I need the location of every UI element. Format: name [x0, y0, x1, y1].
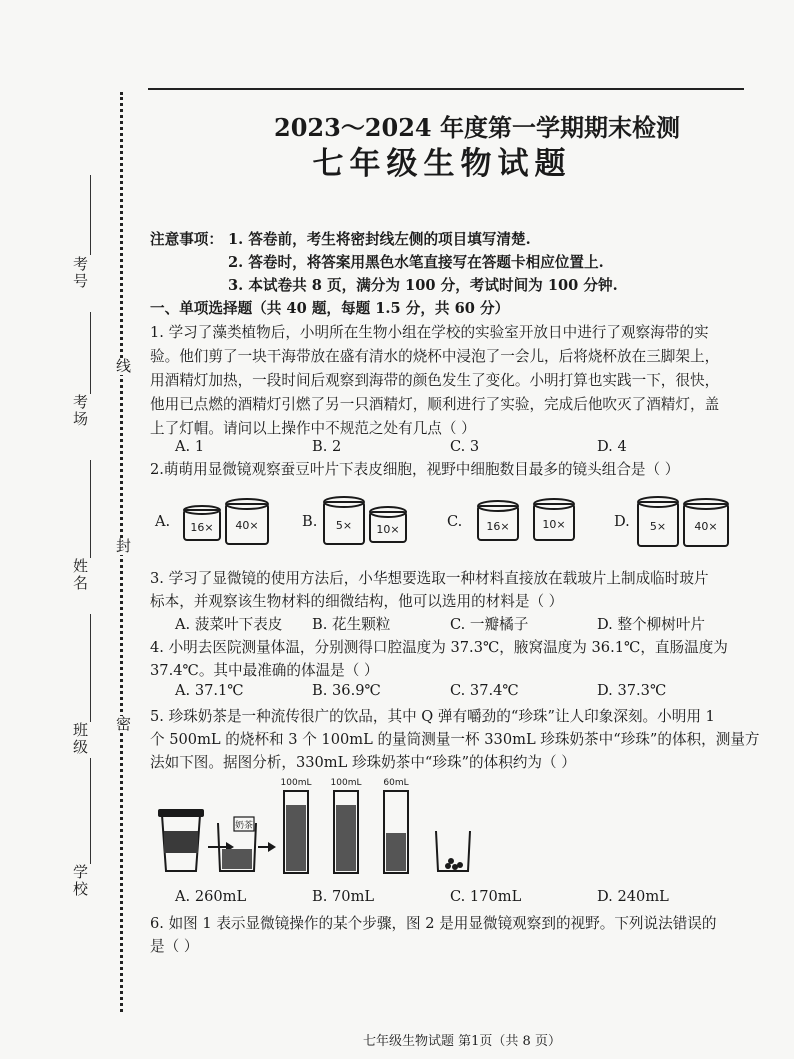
cylinder-label: 100mL [280, 778, 312, 788]
q5-option-b[interactable]: B. 70mL [312, 888, 375, 905]
q5-option-d[interactable]: D. 240mL [597, 888, 669, 905]
arrow-icon [258, 842, 276, 852]
lens-label: 10× [542, 518, 566, 531]
q3-option-b[interactable]: B. 花生颗粒 [312, 616, 391, 633]
field-label-class: 班级 [71, 722, 89, 756]
page-footer: 七年级生物试题 第1页（共 8 页） [363, 1034, 561, 1049]
q2-option-a[interactable]: A. [155, 513, 171, 530]
q2-option-c[interactable]: C. [447, 513, 463, 530]
q4-option-a[interactable]: A. 37.1℃ [175, 682, 244, 699]
q5-line: 5. 珍珠奶茶是一种流传很广的饮品，其中 Q 弹有嚼劲的“珍珠”让人印象深刻。小明用 1 [150, 708, 715, 725]
field-blank-exam-room[interactable] [90, 312, 91, 394]
q4-line: 37.4℃。其中最准确的体温是（ ） [150, 662, 379, 679]
q3-line: 3. 学习了显微镜的使用方法后，小华想要选取一种材料直接放在载玻片上制成临时玻片 [150, 570, 709, 587]
q1-line: 1. 学习了藻类植物后，小明所在生物小组在学校的实验室开放日中进行了观察海带的实 [150, 324, 709, 341]
q1-option-a[interactable]: A. 1 [175, 438, 205, 455]
q1-option-d[interactable]: D. 4 [597, 438, 627, 455]
measurement-figure [150, 775, 490, 880]
lens-label: 16× [486, 520, 510, 533]
q3-option-d[interactable]: D. 整个柳树叶片 [597, 616, 706, 633]
field-label-exam-number: 考号 [71, 256, 89, 290]
q5-option-c[interactable]: C. 170mL [450, 888, 522, 905]
seal-mark-secret: 密 [114, 716, 132, 733]
section-heading: 一、单项选择题（共 40 题，每题 1.5 分，共 60 分） [150, 300, 510, 317]
lens-figure [150, 490, 750, 560]
measuring-cylinder-icon [383, 778, 408, 873]
lens-label: 10× [376, 523, 400, 536]
q1-option-b[interactable]: B. 2 [312, 438, 342, 455]
q1-line: 用酒精灯加热，一段时间后观察到海带的颜色发生了变化。小明打算也实践一下，很快， [150, 372, 720, 389]
q1-option-c[interactable]: C. 3 [450, 438, 480, 455]
field-label-exam-room: 考场 [71, 394, 89, 428]
field-label-school: 学校 [71, 864, 89, 898]
q2-option-b[interactable]: B. [302, 513, 318, 530]
beaker-label: 奶茶 [234, 821, 254, 831]
cylinder-label: 60mL [383, 778, 409, 788]
seal-mark-seal: 封 [114, 538, 132, 555]
q5-line: 法如下图。据图分析，330mL 珍珠奶茶中“珍珠”的体积约为（ ） [150, 754, 576, 771]
q4-line: 4. 小明去医院测量体温，分别测得口腔温度为 37.3℃，腋窝温度为 36.1℃，直肠温度为 [150, 639, 728, 656]
lens-label: 40× [235, 519, 259, 532]
exam-subtitle: 七年级生物试题 [312, 146, 572, 182]
measuring-cylinder-icon [281, 778, 312, 873]
lens-label: 40× [694, 520, 718, 533]
q2-stem: 2.萌萌用显微镜观察蚕豆叶片下表皮细胞，视野中细胞数目最多的镜头组合是（ ） [150, 461, 680, 478]
milk-tea-cup-icon [158, 809, 204, 871]
q4-option-c[interactable]: C. 37.4℃ [450, 682, 519, 699]
q5-option-a[interactable]: A. 260mL [175, 888, 247, 905]
header-rule [148, 88, 744, 90]
lens-label: 5× [335, 519, 353, 532]
pearls-beaker-icon [436, 831, 470, 871]
field-blank-class[interactable] [90, 614, 91, 722]
q3-option-a[interactable]: A. 菠菜叶下表皮 [175, 616, 283, 633]
notice-item-3: 3. 本试卷共 8 页，满分为 100 分，考试时间为 100 分钟. [228, 277, 618, 294]
q2-option-d[interactable]: D. [614, 513, 630, 530]
q6-line: 是（ ） [150, 938, 199, 955]
notice-item-1: 1. 答卷前，考生将密封线左侧的项目填写清楚. [228, 231, 531, 248]
q3-line: 标本，并观察该生物材料的细微结构，他可以选用的材料是（ ） [150, 593, 564, 610]
cylinder-label: 100mL [330, 778, 362, 788]
exam-title: 2023～2024 年度第一学期期末检测 [274, 113, 680, 142]
notice-label: 注意事项： [150, 231, 223, 248]
q1-line: 上了灯帽。请问以上操作中不规范之处有几点（ ） [150, 420, 476, 437]
notice-item-2: 2. 答卷时，将答案用黑色水笔直接写在答题卡相应位置上. [228, 254, 604, 271]
q4-option-b[interactable]: B. 36.9℃ [312, 682, 381, 699]
seal-mark-line: 线 [114, 358, 132, 375]
q1-line: 他用已点燃的酒精灯引燃了另一只酒精灯，顺利进行了实验，完成后他吹灭了酒精灯，盖 [150, 396, 720, 413]
q4-option-d[interactable]: D. 37.3℃ [597, 682, 667, 699]
lens-label: 16× [190, 521, 214, 534]
beaker-icon [218, 817, 256, 871]
lens-label: 5× [649, 520, 667, 533]
q3-option-c[interactable]: C. 一瓣橘子 [450, 616, 529, 633]
field-blank-school[interactable] [90, 758, 91, 864]
field-label-name: 姓名 [71, 558, 89, 592]
field-blank-exam-number[interactable] [90, 175, 91, 255]
q5-line: 个 500mL 的烧杯和 3 个 100mL 的量筒测量一杯 330mL 珍珠奶茶中“珍珠”的体积，测量方 [150, 731, 760, 748]
field-blank-name[interactable] [90, 460, 91, 558]
measuring-cylinder-icon [331, 778, 362, 873]
q6-line: 6. 如图 1 表示显微镜操作的某个步骤，图 2 是用显微镜观察到的视野。下列说法错误的 [150, 915, 717, 932]
q1-line: 验。他们剪了一块干海带放在盛有清水的烧杯中浸泡了一会儿，后将烧杯放在三脚架上， [150, 348, 720, 365]
